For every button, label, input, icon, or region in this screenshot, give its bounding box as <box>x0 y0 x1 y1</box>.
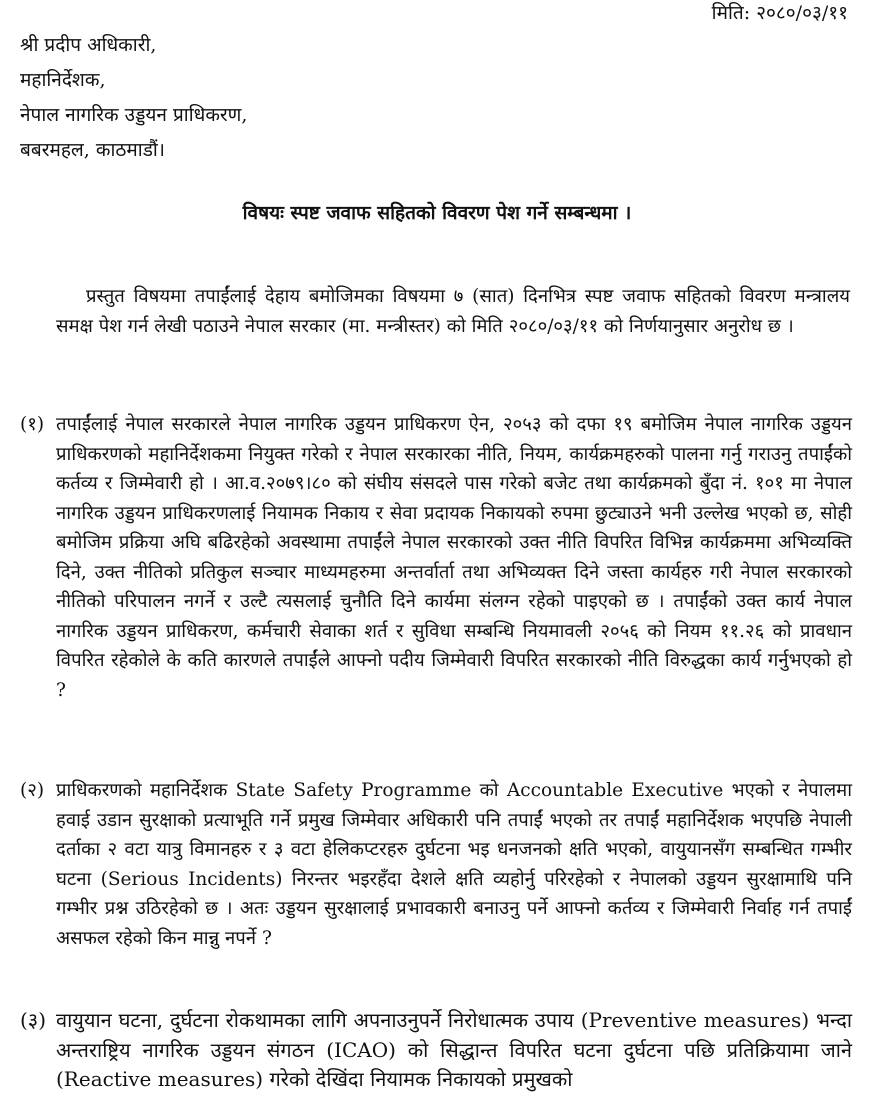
recipient-location: बबरमहल, काठमाडौं। <box>20 139 166 161</box>
item-number: (३) <box>20 1008 47 1032</box>
item-text: तपाईंलाई नेपाल सरकारले नेपाल नागरिक उड्डयन प्राधिकरण ऐन, २०५३ को दफा १९ बमोजिम नेपाल नागरिक उड्डयन प्राधिकरणको महानिर्देशकमा नियुक्त गरेको र नेपाल सरकारका नीति, नियम, कार्यक्रमहरुको पालना गर्नु गराउनु तपाईंको कर्तव्य र जिम्मेवारी हो । आ.व.२०७९।८० को संघीय संसदले पास गरेको बजेट तथा कार्यक्रमको बुँदा नं. १०१ मा नेपाल नागरिक उड्डयन प्राधिकरणलाई नियामक निकाय र सेवा प्रदायक निकायको रुपमा छुट्याउने भनी उल्लेख भएको छ, सोही बमोजिम प्रक्रिया अघि बढिरहेको अवस्थामा तपाईंले नेपाल सरकारको उक्त नीति विपरित विभिन्न कार्यक्रममा अभिव्यक्ति दिने, उक्त नीतिको प्रतिकुल सञ्चार माध्यमहरुमा अन्तर्वार्ता तथा अभिव्यक्त दिने जस्ता कार्यहरु गरी नेपाल सरकारको नीतिको परिपालन नगर्ने र उल्टै त्यसलाई चुनौति दिने कार्यमा संलग्न रहेको पाइएको छ । तपाईंको उक्त कार्य नेपाल नागरिक उड्डयन प्राधिकरण, कर्मचारी सेवाका शर्त र सुविधा सम्बन्धि नियमावली २०५६ को नियम ११.२६ को प्रावधान विपरित रहेकोले के कति कारणले तपाईंले आफ्नो पदीय जिम्मेवारी विपरित सरकारको नीति विरुद्धका कार्य गर्नुभएको हो ? <box>56 414 852 701</box>
letter-date: मिति: २०८०/०३/११ <box>711 2 848 24</box>
numbered-item-2 <box>20 776 852 953</box>
intro-paragraph: प्रस्तुत विषयमा तपाईंलाई देहाय बमोजिमका विषयमा ७ (सात) दिनभित्र स्पष्ट जवाफ सहितको विवरण मन्त्रालय समक्ष पेश गर्न लेखी पठाउने नेपाल सरकार (मा. मन्त्रीस्तर) को मिति २०८०/०३/११ को निर्णयानुसार अनुरोध छ । <box>56 286 850 337</box>
numbered-item-3 <box>20 1006 852 1095</box>
item-text: वायुयान घटना, दुर्घटना रोकथामका लागि अपनाउनुपर्ने निरोधात्मक उपाय (Preventive measures) भन्दा अन्तराष्ट्रिय नागरिक उड्डयन संगठन (ICAO) को सिद्धान्त विपरित घटना दुर्घटना पछि प्रतिक्रियामा जाने (Reactive measures) गरेको देखिंदा नियामक निकायको प्रमुखको <box>56 1008 852 1091</box>
item-number: (२) <box>20 780 45 801</box>
recipient-title: महानिर्देशक, <box>20 69 106 91</box>
item-text: प्राधिकरणको महानिर्देशक State Safety Programme को Accountable Executive भएको र नेपालमा हवाई उडान सुरक्षाको प्रत्याभूति गर्ने प्रमुख जिम्मेवार अधिकारी पनि तपाईं भएको तर तपाईं महानिर्देशक भएपछि नेपाली दर्ताका २ वटा यात्रु विमानहरु र ३ वटा हेलिकप्टरहरु दुर्घटना भइ धनजनको क्षति भएको, वायुयानसँग सम्बन्धित गम्भीर घटना (Serious Incidents) निरन्तर भइरहँदा देशले क्षति व्यहोर्नु परिरहेको र नेपालको उड्डयन सुरक्षामाथि पनि गम्भीर प्रश्न उठिरहेको छ । अतः उड्डयन सुरक्षालाई प्रभावकारी बनाउनु पर्ने आफ्नो कर्तव्य र जिम्मेवारी निर्वाह गर्न तपाईं असफल रहेको किन मान्नु नपर्ने ? <box>56 780 852 949</box>
item-number: (१) <box>20 414 45 435</box>
recipient-address <box>20 28 247 168</box>
numbered-item-1 <box>20 410 852 705</box>
recipient-organization: नेपाल नागरिक उड्डयन प्राधिकरण, <box>20 104 248 126</box>
letter-subject: विषयः स्पष्ट जवाफ सहितको विवरण पेश गर्ने सम्बन्धमा । <box>242 202 632 224</box>
recipient-name: श्री प्रदीप अधिकारी, <box>20 34 157 56</box>
